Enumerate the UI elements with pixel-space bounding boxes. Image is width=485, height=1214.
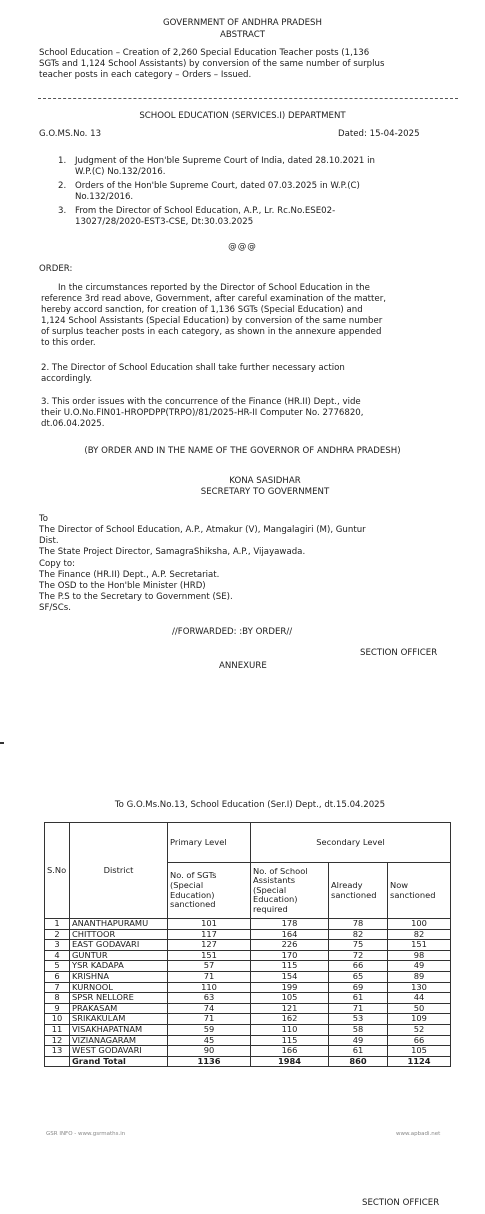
annexure-table bbox=[44, 822, 451, 1067]
sno-cell: 6 bbox=[45, 971, 70, 982]
already-sanctioned-cell: 72 bbox=[329, 950, 388, 961]
sno-cell: 10 bbox=[45, 1014, 70, 1025]
subject-line: teacher posts in each category – Orders – Issued. bbox=[39, 70, 252, 80]
school-assistants-cell: 226 bbox=[251, 940, 329, 951]
sgts-cell: 74 bbox=[168, 1003, 251, 1014]
col-header-sgts: No. of SGTs (Special Education) sanctioned bbox=[168, 863, 251, 919]
sgts-cell: 127 bbox=[168, 940, 251, 951]
paragraph-line: 2. The Director of School Education shall take further necessary action bbox=[41, 363, 345, 373]
grand-total-row bbox=[45, 1056, 451, 1067]
total-school-assistants: 1984 bbox=[251, 1056, 329, 1067]
abstract-label: ABSTRACT bbox=[220, 30, 265, 40]
sno-cell: 3 bbox=[45, 940, 70, 951]
annexure-caption: To G.O.Ms.No.13, School Education (Ser.I) Dept., dt.15.04.2025 bbox=[114, 800, 386, 810]
order-heading: ORDER: bbox=[39, 264, 73, 274]
already-sanctioned-cell: 65 bbox=[329, 971, 388, 982]
department-name: SCHOOL EDUCATION (SERVICES.I) DEPARTMENT bbox=[139, 111, 346, 121]
reference-text: Judgment of the Hon'ble Supreme Court of India, dated 28.10.2021 in bbox=[75, 156, 375, 166]
now-sanctioned-cell: 44 bbox=[388, 993, 451, 1004]
already-sanctioned-cell: 69 bbox=[329, 982, 388, 993]
now-sanctioned-cell: 105 bbox=[388, 1046, 451, 1057]
school-assistants-cell: 162 bbox=[251, 1014, 329, 1025]
sgts-cell: 110 bbox=[168, 982, 251, 993]
already-sanctioned-cell: 78 bbox=[329, 919, 388, 930]
reference-text: No.132/2016. bbox=[75, 192, 134, 202]
table-row bbox=[45, 1046, 451, 1057]
col-header-sno: S.No bbox=[45, 823, 70, 919]
reference-text: 13027/28/2020-EST3-CSE, Dt:30.03.2025 bbox=[75, 217, 254, 227]
school-assistants-cell: 115 bbox=[251, 1035, 329, 1046]
signatory-title: SECRETARY TO GOVERNMENT bbox=[200, 487, 330, 497]
school-assistants-cell: 154 bbox=[251, 971, 329, 982]
now-sanctioned-cell: 82 bbox=[388, 929, 451, 940]
to-line: The Director of School Education, A.P., Atmakur (V), Mangalagiri (M), Guntur bbox=[39, 525, 366, 535]
district-cell: SRIKAKULAM bbox=[70, 1014, 168, 1025]
district-cell: VISAKHAPATNAM bbox=[70, 1024, 168, 1035]
now-sanctioned-cell: 100 bbox=[388, 919, 451, 930]
col-header-already-sanctioned: Already sanctioned bbox=[329, 863, 388, 919]
reference-text: Orders of the Hon'ble Supreme Court, dated 07.03.2025 in W.P.(C) bbox=[75, 181, 360, 191]
district-cell: GUNTUR bbox=[70, 950, 168, 961]
table-row bbox=[45, 929, 451, 940]
paragraph-line: their U.O.No.FIN01-HROPDPP(TRPO)/81/2025-HR-II Computer No. 2776820, bbox=[41, 408, 364, 418]
sgts-cell: 45 bbox=[168, 1035, 251, 1046]
school-assistants-cell: 170 bbox=[251, 950, 329, 961]
already-sanctioned-cell: 61 bbox=[329, 993, 388, 1004]
now-sanctioned-cell: 50 bbox=[388, 1003, 451, 1014]
now-sanctioned-cell: 49 bbox=[388, 961, 451, 972]
subject-line: SGTs and 1,124 School Assistants) by conversion of the same number of surplus bbox=[39, 59, 385, 69]
already-sanctioned-cell: 66 bbox=[329, 961, 388, 972]
to-label: To bbox=[39, 514, 49, 524]
sgts-cell: 90 bbox=[168, 1046, 251, 1057]
reference-text: From the Director of School Education, A.P., Lr. Rc.No.ESE02- bbox=[75, 206, 336, 216]
district-cell: WEST GODAVARI bbox=[70, 1046, 168, 1057]
table-cell bbox=[45, 1056, 70, 1067]
paragraph-line: of surplus teacher posts in each category, as shown in the annexure appended bbox=[41, 327, 382, 337]
copy-line: The Finance (HR.II) Dept., A.P. Secretariat. bbox=[39, 570, 220, 580]
paragraph-line: accordingly. bbox=[41, 374, 93, 384]
paragraph-line: to this order. bbox=[41, 338, 96, 348]
table-group-header bbox=[45, 823, 451, 863]
now-sanctioned-cell: 109 bbox=[388, 1014, 451, 1025]
sno-cell: 13 bbox=[45, 1046, 70, 1057]
total-now-sanctioned: 1124 bbox=[388, 1056, 451, 1067]
primary-level-header: Primary Level bbox=[168, 823, 251, 863]
total-already-sanctioned: 860 bbox=[329, 1056, 388, 1067]
copy-line: The OSD to the Hon'ble Minister (HRD) bbox=[39, 581, 206, 591]
col-header-now-sanctioned: Now sanctioned bbox=[388, 863, 451, 919]
table-row bbox=[45, 1024, 451, 1035]
watermark-left: GSR INFO - www.gsrmaths.in bbox=[46, 1131, 126, 1137]
sgts-cell: 117 bbox=[168, 929, 251, 940]
already-sanctioned-cell: 71 bbox=[329, 1003, 388, 1014]
sno-cell: 9 bbox=[45, 1003, 70, 1014]
to-line: The State Project Director, SamagraShiksha, A.P., Vijayawada. bbox=[39, 547, 306, 557]
watermark-right: www.apbadi.net bbox=[396, 1131, 441, 1137]
already-sanctioned-cell: 61 bbox=[329, 1046, 388, 1057]
school-assistants-cell: 164 bbox=[251, 929, 329, 940]
school-assistants-cell: 166 bbox=[251, 1046, 329, 1057]
secondary-level-header: Secondary Level bbox=[251, 823, 451, 863]
paragraph-line: reference 3rd read above, Government, after careful examination of the matter, bbox=[41, 294, 386, 304]
district-cell: CHITTOOR bbox=[70, 929, 168, 940]
district-cell: KRISHNA bbox=[70, 971, 168, 982]
paragraph-line: 3. This order issues with the concurrence of the Finance (HR.II) Dept., vide bbox=[41, 397, 361, 407]
school-assistants-cell: 105 bbox=[251, 993, 329, 1004]
sno-cell: 4 bbox=[45, 950, 70, 961]
paragraph-line: 1,124 School Assistants (Special Education) by conversion of the same number bbox=[41, 316, 383, 326]
table-row bbox=[45, 982, 451, 993]
total-sgts: 1136 bbox=[168, 1056, 251, 1067]
district-cell: KURNOOL bbox=[70, 982, 168, 993]
sno-cell: 2 bbox=[45, 929, 70, 940]
now-sanctioned-cell: 98 bbox=[388, 950, 451, 961]
already-sanctioned-cell: 75 bbox=[329, 940, 388, 951]
sgts-cell: 151 bbox=[168, 950, 251, 961]
table-row bbox=[45, 919, 451, 930]
table-row bbox=[45, 1003, 451, 1014]
now-sanctioned-cell: 66 bbox=[388, 1035, 451, 1046]
sgts-cell: 57 bbox=[168, 961, 251, 972]
already-sanctioned-cell: 82 bbox=[329, 929, 388, 940]
col-header-school-assistants: No. of School Assistants (Special Education) required bbox=[251, 863, 329, 919]
school-assistants-cell: 199 bbox=[251, 982, 329, 993]
school-assistants-cell: 178 bbox=[251, 919, 329, 930]
already-sanctioned-cell: 58 bbox=[329, 1024, 388, 1035]
government-title: GOVERNMENT OF ANDHRA PRADESH bbox=[163, 18, 322, 28]
sno-cell: 1 bbox=[45, 919, 70, 930]
table-row bbox=[45, 1035, 451, 1046]
sno-cell: 8 bbox=[45, 993, 70, 1004]
sno-cell: 7 bbox=[45, 982, 70, 993]
district-cell: VIZIANAGARAM bbox=[70, 1035, 168, 1046]
sgts-cell: 71 bbox=[168, 971, 251, 982]
table-row bbox=[45, 961, 451, 972]
already-sanctioned-cell: 53 bbox=[329, 1014, 388, 1025]
school-assistants-cell: 121 bbox=[251, 1003, 329, 1014]
forwarded-line: //FORWARDED: :BY ORDER// bbox=[172, 627, 293, 637]
table-row bbox=[45, 1014, 451, 1025]
reference-text: W.P.(C) No.132/2016. bbox=[75, 167, 166, 177]
sgts-cell: 59 bbox=[168, 1024, 251, 1035]
signatory-name: KONA SASIDHAR bbox=[229, 476, 301, 486]
by-order-line: (BY ORDER AND IN THE NAME OF THE GOVERNOR OF ANDHRA PRADESH) bbox=[84, 446, 401, 456]
now-sanctioned-cell: 89 bbox=[388, 971, 451, 982]
sgts-cell: 71 bbox=[168, 1014, 251, 1025]
sno-cell: 12 bbox=[45, 1035, 70, 1046]
scan-mark bbox=[0, 742, 4, 744]
paragraph-line: dt.06.04.2025. bbox=[41, 419, 105, 429]
section-officer: SECTION OFFICER bbox=[360, 648, 438, 658]
district-cell: YSR KADAPA bbox=[70, 961, 168, 972]
annexure-section-officer: SECTION OFFICER bbox=[362, 1198, 440, 1208]
district-cell: ANANTHAPURAMU bbox=[70, 919, 168, 930]
reference-number: 1. bbox=[58, 156, 67, 166]
copy-line: The P.S to the Secretary to Government (SE). bbox=[39, 592, 233, 602]
col-header-district: District bbox=[70, 823, 168, 919]
paragraph-line: In the circumstances reported by the Director of School Education in the bbox=[58, 283, 370, 293]
go-number: G.O.MS.No. 13 bbox=[39, 129, 102, 139]
table-row bbox=[45, 950, 451, 961]
school-assistants-cell: 110 bbox=[251, 1024, 329, 1035]
district-cell: EAST GODAVARI bbox=[70, 940, 168, 951]
subject-line: School Education – Creation of 2,260 Special Education Teacher posts (1,136 bbox=[39, 48, 370, 58]
district-cell: PRAKASAM bbox=[70, 1003, 168, 1014]
sno-cell: 11 bbox=[45, 1024, 70, 1035]
table-row bbox=[45, 971, 451, 982]
district-cell: SPSR NELLORE bbox=[70, 993, 168, 1004]
sgts-cell: 101 bbox=[168, 919, 251, 930]
copy-label: Copy to: bbox=[39, 559, 76, 569]
reference-number: 2. bbox=[58, 181, 67, 191]
dashed-divider bbox=[38, 98, 458, 99]
paragraph-line: hereby accord sanction, for creation of 1,136 SGTs (Special Education) and bbox=[41, 305, 363, 315]
separator-mark: @@@ bbox=[228, 242, 257, 252]
reference-number: 3. bbox=[58, 206, 67, 216]
table-row bbox=[45, 993, 451, 1004]
sno-cell: 5 bbox=[45, 961, 70, 972]
table-row bbox=[45, 940, 451, 951]
to-line: Dist. bbox=[39, 536, 59, 546]
sgts-cell: 63 bbox=[168, 993, 251, 1004]
already-sanctioned-cell: 49 bbox=[329, 1035, 388, 1046]
school-assistants-cell: 115 bbox=[251, 961, 329, 972]
go-date: Dated: 15-04-2025 bbox=[338, 129, 420, 139]
now-sanctioned-cell: 151 bbox=[388, 940, 451, 951]
grand-total-label: Grand Total bbox=[70, 1056, 168, 1067]
now-sanctioned-cell: 52 bbox=[388, 1024, 451, 1035]
now-sanctioned-cell: 130 bbox=[388, 982, 451, 993]
copy-line: SF/SCs. bbox=[39, 603, 71, 613]
annexure-heading: ANNEXURE bbox=[219, 661, 267, 671]
